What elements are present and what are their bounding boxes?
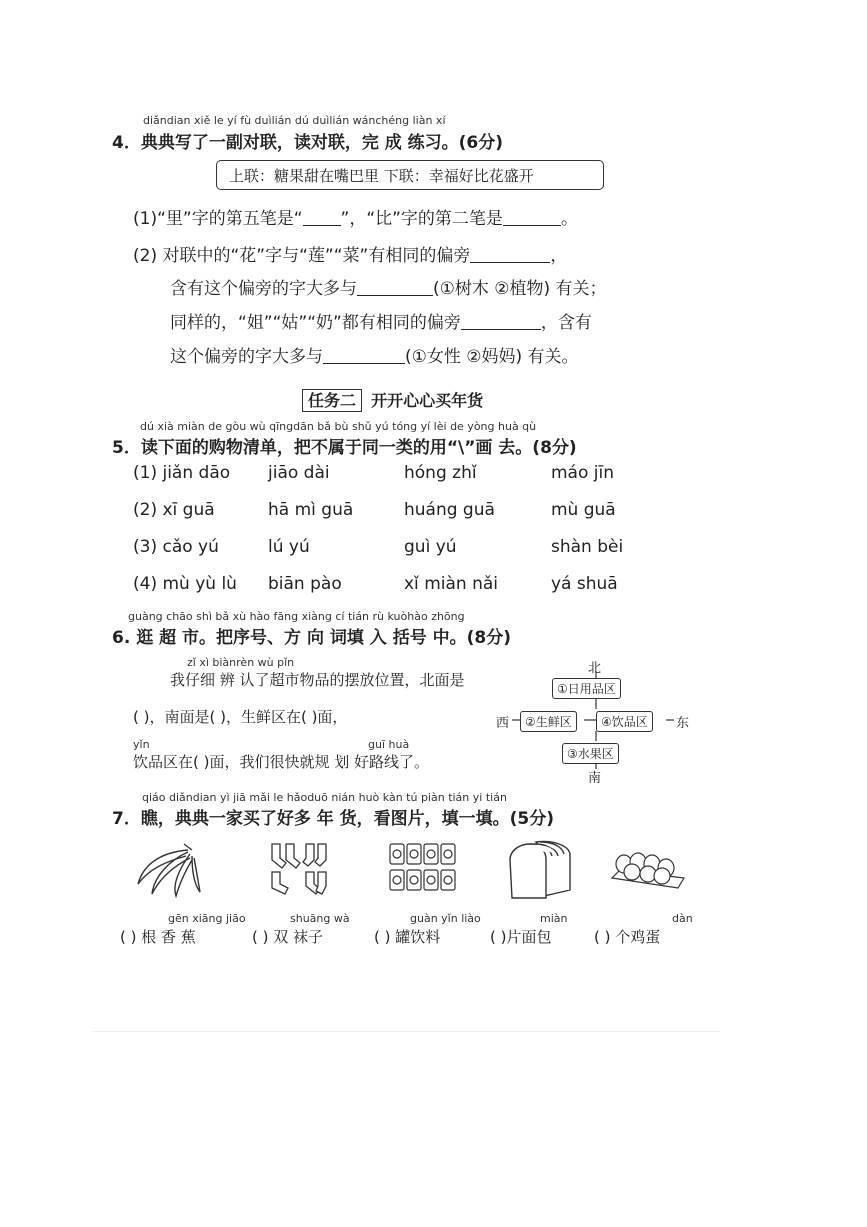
blank-stroke-1[interactable] bbox=[303, 209, 341, 226]
q6-pinyin-l3b: guī huà bbox=[368, 738, 410, 751]
q6-title: 6. 逛 超 市。把序号、方 向 词填 入 括号 中。(8分) bbox=[112, 628, 512, 648]
q7-fill-pinyin: gēn xiāng jiāo bbox=[168, 912, 246, 925]
q6-pinyin-l1: zǐ xì biànrèn wù pǐn bbox=[187, 656, 295, 669]
q7-fill-pinyin: shuāng wà bbox=[290, 912, 350, 925]
shopping-item[interactable]: (2) xī guā bbox=[133, 500, 215, 520]
shopping-item[interactable]: jiāo dài bbox=[268, 463, 330, 483]
q7-fill-pinyin: miàn bbox=[540, 912, 568, 925]
q7-fill-answer[interactable]: ( ) 双 袜子 bbox=[252, 928, 324, 946]
q5-pinyin: dú xià miàn de gòu wù qīngdān bǎ bù shǔ yú tóng yí lèi de yòng huà qù bbox=[140, 420, 537, 433]
eggs-icon bbox=[608, 848, 686, 894]
shopping-item[interactable]: hóng zhǐ bbox=[404, 463, 477, 483]
q6-line1: 我仔细 辨 认了超市物品的摆放位置，北面是 bbox=[170, 671, 465, 689]
shopping-item[interactable]: guì yú bbox=[404, 537, 457, 557]
zone-drinks: ④饮品区 bbox=[596, 711, 653, 732]
shopping-item[interactable]: (1) jiǎn dāo bbox=[133, 463, 231, 483]
task2-header bbox=[302, 388, 483, 411]
q7-pinyin: qiáo diǎndian yì jiā mǎi le hǎoduō nián huò kàn tú piàn tián yi tián bbox=[142, 791, 507, 804]
q6-pinyin-l3a: yǐn bbox=[133, 738, 150, 751]
q4-pinyin: diǎndian xiě le yí fù duìlián dú duìlián wánchéng liàn xí bbox=[143, 114, 446, 127]
couplet-text: 上联：糖果甜在嘴巴里 下联：幸福好比花盛开 bbox=[229, 167, 534, 185]
q5-title: 5．读下面的购物清单，把不属于同一类的用“\”画 去。(8分) bbox=[112, 438, 577, 458]
map-west: 西 bbox=[496, 716, 510, 731]
zone-fresh: ②生鲜区 bbox=[520, 711, 577, 732]
q6-pinyin: guàng chāo shì bǎ xù hào fāng xiàng cí tián rù kuòhào zhōng bbox=[128, 610, 465, 623]
shopping-item[interactable]: mù guā bbox=[551, 500, 616, 520]
socks-icon bbox=[266, 840, 334, 898]
q6-line2[interactable]: ( )，南面是( )，生鲜区在( )面， bbox=[133, 708, 348, 726]
shopping-item[interactable]: lú yú bbox=[268, 537, 310, 557]
q7-fill-pinyin: guàn yǐn liào bbox=[410, 912, 481, 925]
map-south: 南 bbox=[588, 771, 602, 786]
q4-s2b: 含有这个偏旁的字大多与 (①树木 ②植物) 有关； bbox=[170, 279, 607, 299]
blank-radical-2[interactable] bbox=[461, 313, 541, 330]
blank-stroke-2[interactable] bbox=[503, 209, 561, 226]
shopping-item[interactable]: huáng guā bbox=[404, 500, 495, 520]
task2-label: 任务二 bbox=[302, 389, 362, 412]
shopping-item[interactable]: (4) mù yù lù bbox=[133, 574, 237, 594]
q7-fill-answer[interactable]: ( ) 个鸡蛋 bbox=[594, 928, 661, 946]
zone-fruit: ③水果区 bbox=[562, 743, 619, 764]
q7-title: 7．瞧，典典一家买了好多 年 货，看图片，填一填。(5分) bbox=[112, 809, 555, 829]
shopping-item[interactable]: xǐ miàn nǎi bbox=[404, 574, 498, 594]
shopping-item[interactable]: máo jīn bbox=[551, 463, 615, 483]
bread-icon bbox=[506, 838, 576, 900]
q4-title: 4．典典写了一副对联，读对联，完 成 练习。(6分) bbox=[112, 133, 504, 153]
q4-s2c: 同样的，“姐”“姑”“奶”都有相同的偏旁 ，含有 bbox=[170, 313, 592, 333]
shopping-item[interactable]: (3) cǎo yú bbox=[133, 537, 219, 557]
supermarket-map bbox=[496, 657, 696, 787]
q7-fill-answer[interactable]: ( )片面包 bbox=[490, 928, 552, 946]
task2-title: 开开心心买年货 bbox=[371, 391, 484, 410]
couplet-box bbox=[216, 160, 604, 190]
page-divider bbox=[92, 1031, 720, 1032]
q6-line3[interactable]: 饮品区在( )面，我们很快就规 划 好路线了。 bbox=[133, 753, 430, 771]
shopping-item[interactable]: biān pào bbox=[268, 574, 342, 594]
q4-s2a: (2) 对联中的“花”字与“莲”“菜”有相同的偏旁 ， bbox=[133, 246, 568, 266]
banana-icon bbox=[134, 840, 206, 898]
shopping-item[interactable]: shàn bèi bbox=[551, 537, 624, 557]
blank-meaning-1[interactable] bbox=[357, 279, 433, 296]
map-north: 北 bbox=[588, 661, 602, 676]
blank-radical-1[interactable] bbox=[470, 246, 550, 263]
cans-icon bbox=[388, 840, 458, 896]
map-east: 东 bbox=[676, 716, 690, 731]
blank-meaning-2[interactable] bbox=[323, 347, 405, 364]
shopping-item[interactable]: yá shuā bbox=[551, 574, 618, 594]
q7-fill-answer[interactable]: ( ) 罐饮料 bbox=[374, 928, 441, 946]
q4-s2d: 这个偏旁的字大多与 (①女性 ②妈妈) 有关。 bbox=[170, 347, 579, 367]
q7-fill-answer[interactable]: ( ) 根 香 蕉 bbox=[120, 928, 196, 946]
q7-fill-pinyin: dàn bbox=[672, 912, 693, 925]
shopping-item[interactable]: hā mì guā bbox=[268, 500, 354, 520]
zone-daily-goods: ①日用品区 bbox=[552, 678, 621, 699]
q4-s1: (1)“里”字的第五笔是“ ”，“比”字的第二笔是 。 bbox=[133, 209, 578, 229]
